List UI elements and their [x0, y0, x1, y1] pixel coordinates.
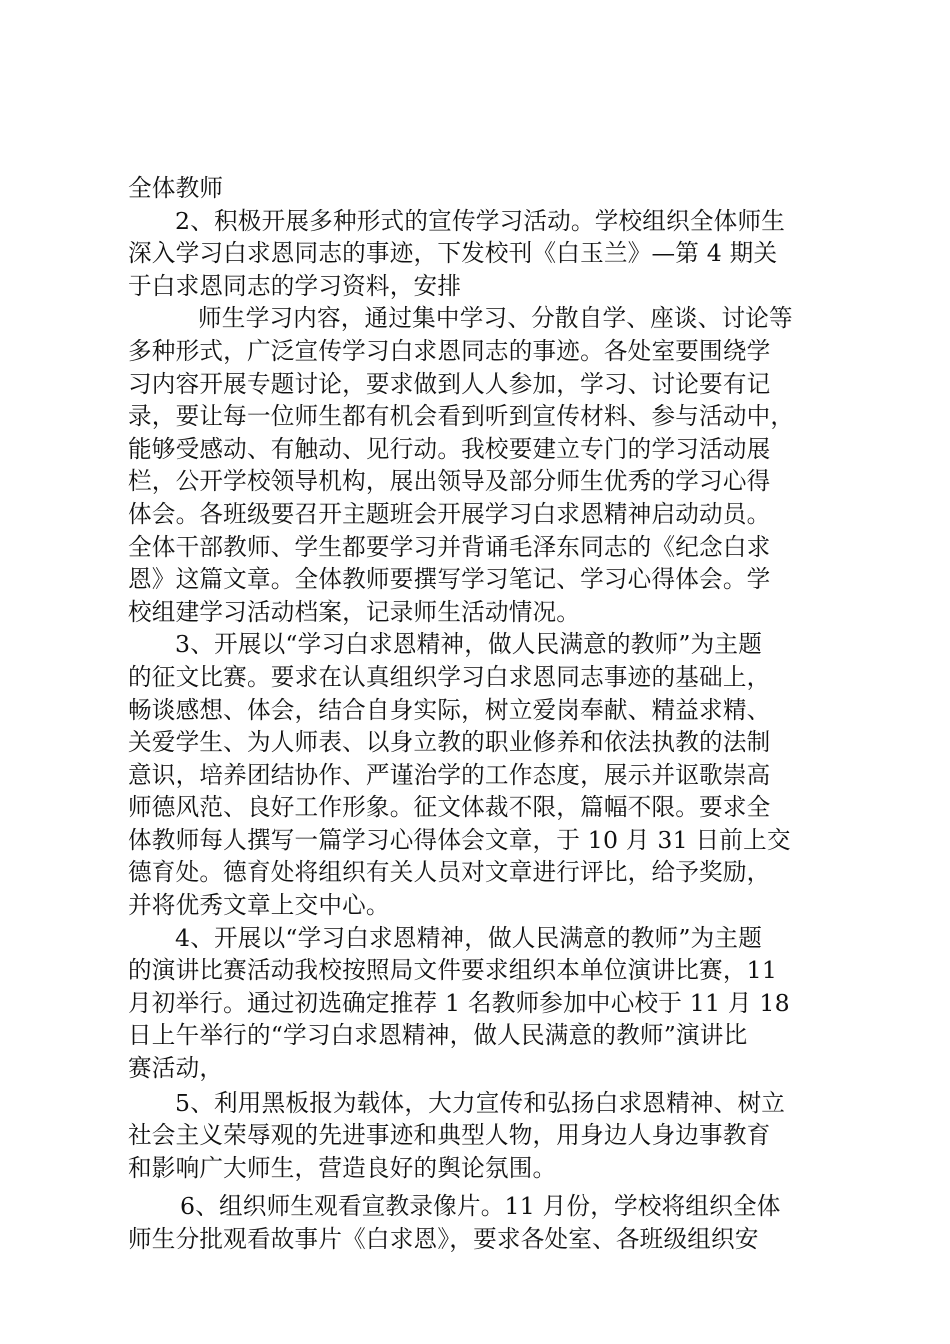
paragraph-4-line: 4、开展以“学习白求恩精神，做人民满意的教师”为主题 [175, 923, 762, 952]
text-line: 和影响广大师生，营造良好的舆论氛围。 [128, 1153, 557, 1182]
text-line: 社会主义荣辱观的先进事迹和典型人物，用身边人身边事教育 [128, 1121, 771, 1150]
text-line: 师生分批观看故事片《白求恩》，要求各处室、各班级组织安 [128, 1225, 759, 1253]
text-line: 体教师每人撰写一篇学习心得体会文章，于 10 月 31 日前上交 [128, 825, 791, 854]
text-line: 于白求恩同志的学习资料，安排 [128, 271, 462, 300]
text-line: 师生学习内容，通过集中学习、分散自学、座谈、讨论等 [198, 304, 793, 333]
text-line: 体会。各班级要召开主题班会开展学习白求恩精神启动动员。 [128, 499, 771, 528]
text-line: 师德风范、良好工作形象。征文体裁不限，篇幅不限。要求全 [128, 793, 771, 822]
text-line: 深入学习白求恩同志的事迹，下发校刊《白玉兰》—第 4 期关 [128, 239, 778, 268]
paragraph-2-line: 2、积极开展多种形式的宣传学习活动。学校组织全体师生 [175, 206, 786, 235]
text-line: 日上午举行的“学习白求恩精神，做人民满意的教师”演讲比 [128, 1021, 748, 1050]
text-line: 全体干部教师、学生都要学习并背诵毛泽东同志的《纪念白求 [128, 532, 771, 561]
text-line: 月初举行。通过初选确定推荐 1 名教师参加中心校于 11 月 18 [128, 988, 790, 1017]
text-line: 的演讲比赛活动我校按照局文件要求组织本单位演讲比赛，11 [128, 956, 778, 985]
text-line: 录，要让每一位师生都有机会看到听到宣传材料、参与活动中， [128, 402, 795, 431]
text-line: 畅谈感想、体会，结合自身实际，树立爱岗奉献、精益求精、 [128, 695, 771, 724]
text-line: 的征文比赛。要求在认真组织学习白求恩同志事迹的基础上， [128, 662, 771, 691]
text-line: 全体教师 [128, 174, 224, 202]
text-line: 栏，公开学校领导机构，展出领导及部分师生优秀的学习心得 [128, 467, 771, 496]
text-line: 能够受感动、有触动、见行动。我校要建立专门的学习活动展 [128, 434, 771, 463]
text-line: 校组建学习活动档案，记录师生活动情况。 [128, 597, 581, 626]
text-line: 多种形式，广泛宣传学习白求恩同志的事迹。各处室要围绕学 [128, 336, 771, 365]
text-line: 赛活动， [128, 1054, 224, 1083]
paragraph-3-line: 3、开展以“学习白求恩精神，做人民满意的教师”为主题 [175, 630, 762, 659]
paragraph-6-line: 6、组织师生观看宣教录像片。11 月份，学校将组织全体 [180, 1192, 781, 1221]
text-line: 关爱学生、为人师表、以身立教的职业修养和依法执教的法制 [128, 728, 771, 757]
text-line: 意识，培养团结协作、严谨治学的工作态度，展示并讴歌崇高 [128, 760, 771, 789]
document-page [128, 172, 834, 1256]
text-line: 德育处。德育处将组织有关人员对文章进行评比，给予奖励， [128, 858, 771, 887]
text-line: 恩》这篇文章。全体教师要撰写学习笔记、学习心得体会。学 [128, 565, 771, 594]
text-line: 并将优秀文章上交中心。 [128, 891, 390, 920]
paragraph-5-line: 5、利用黑板报为载体，大力宣传和弘扬白求恩精神、树立 [175, 1088, 786, 1117]
text-line: 习内容开展专题讨论，要求做到人人参加，学习、讨论要有记 [128, 369, 771, 398]
